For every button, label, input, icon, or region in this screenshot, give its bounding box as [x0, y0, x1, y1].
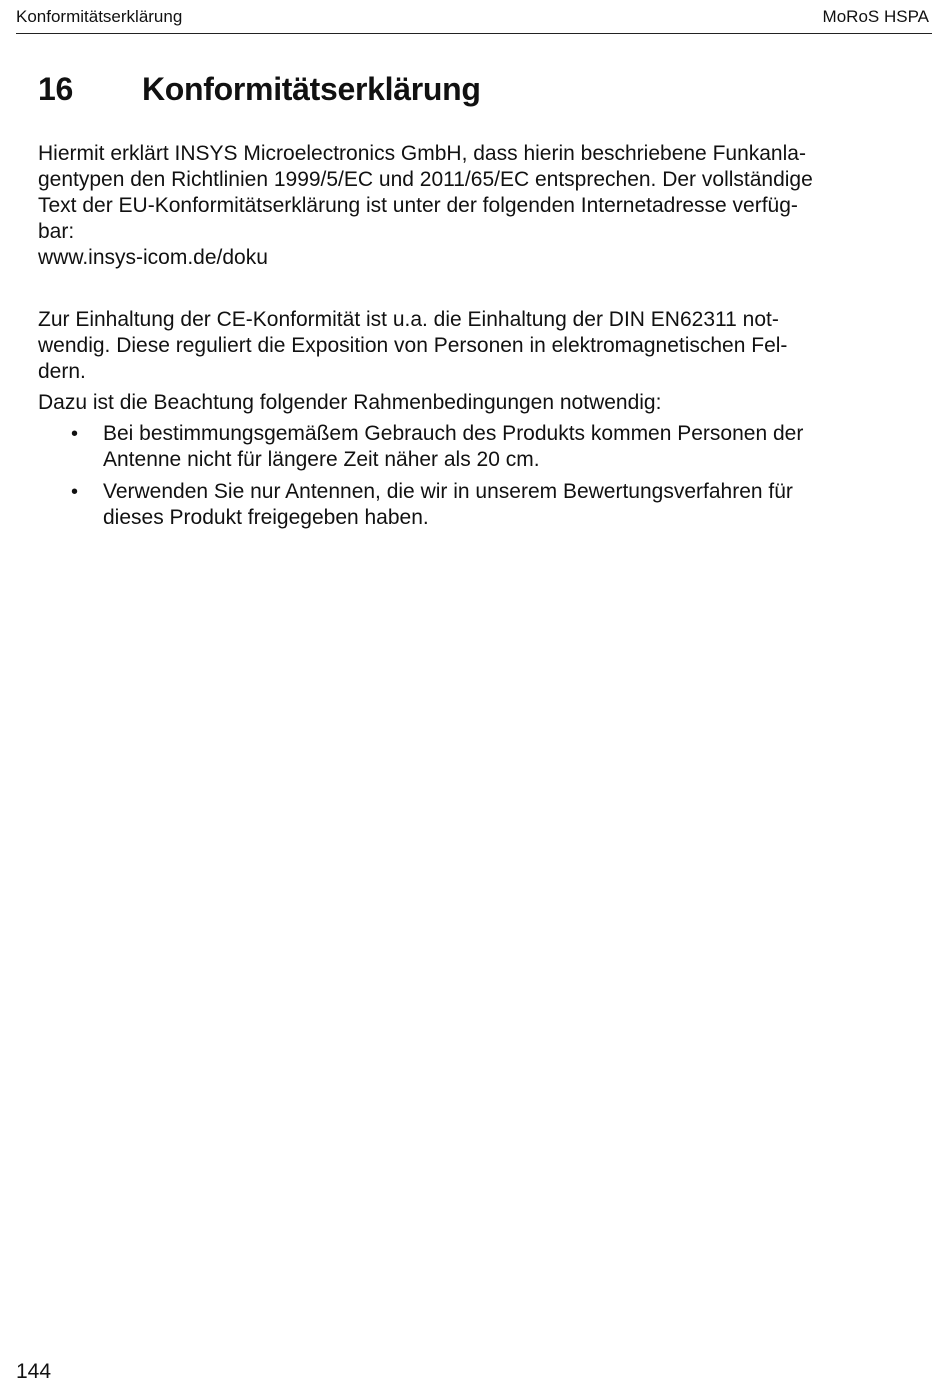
list-item: [38, 479, 878, 531]
paragraph-line: wendig. Diese reguliert die Exposition von Personen in elektromagnetischen Fel-: [38, 334, 788, 357]
paragraph-line: bar:: [38, 220, 75, 243]
paragraph-line: gentypen den Richtlinien 1999/5/EC und 2011/65/EC entsprechen. Der vollständige: [38, 168, 813, 191]
bullet-icon: •: [71, 481, 79, 503]
paragraph-line: Zur Einhaltung der CE-Konformität ist u.a. die Einhaltung der DIN EN62311 not-: [38, 308, 779, 331]
section-number: 16: [38, 71, 73, 107]
paragraph-declaration: [38, 141, 878, 271]
page-header: [16, 6, 932, 34]
list-item-line: Verwenden Sie nur Antennen, die wir in unserem Bewertungsverfahren für: [103, 480, 793, 503]
page-number: 144: [16, 1360, 52, 1383]
paragraph-line: Hiermit erklärt INSYS Microelectronics GmbH, dass hierin beschriebene Funkanla-: [38, 142, 806, 165]
paragraph-spacer: [38, 271, 878, 307]
paragraph-conditions-intro: Dazu ist die Beachtung folgender Rahmenbedingungen notwendig:: [38, 391, 662, 414]
main-content: [38, 141, 878, 537]
list-item-line: dieses Produkt freigegeben haben.: [103, 506, 429, 529]
header-product-name: MoRoS HSPA: [822, 7, 929, 26]
bullet-icon: •: [71, 423, 79, 445]
paragraph-line: Text der EU-Konformitätserklärung ist unter der folgenden Internetadresse verfüg-: [38, 194, 798, 217]
conditions-list: [38, 421, 878, 531]
list-item-line: Bei bestimmungsgemäßem Gebrauch des Produkts kommen Personen der: [103, 422, 804, 445]
documentation-url: www.insys-icom.de/doku: [38, 246, 268, 269]
paragraph-line: dern.: [38, 360, 86, 383]
list-item: [38, 421, 878, 473]
list-item-line: Antenne nicht für längere Zeit näher als 20 cm.: [103, 448, 540, 471]
section-title: Konformitätserklärung: [142, 71, 481, 107]
paragraph-ce-conformity: [38, 307, 878, 385]
section-heading: [38, 68, 481, 110]
header-chapter-title: Konformitätserklärung: [16, 7, 183, 26]
